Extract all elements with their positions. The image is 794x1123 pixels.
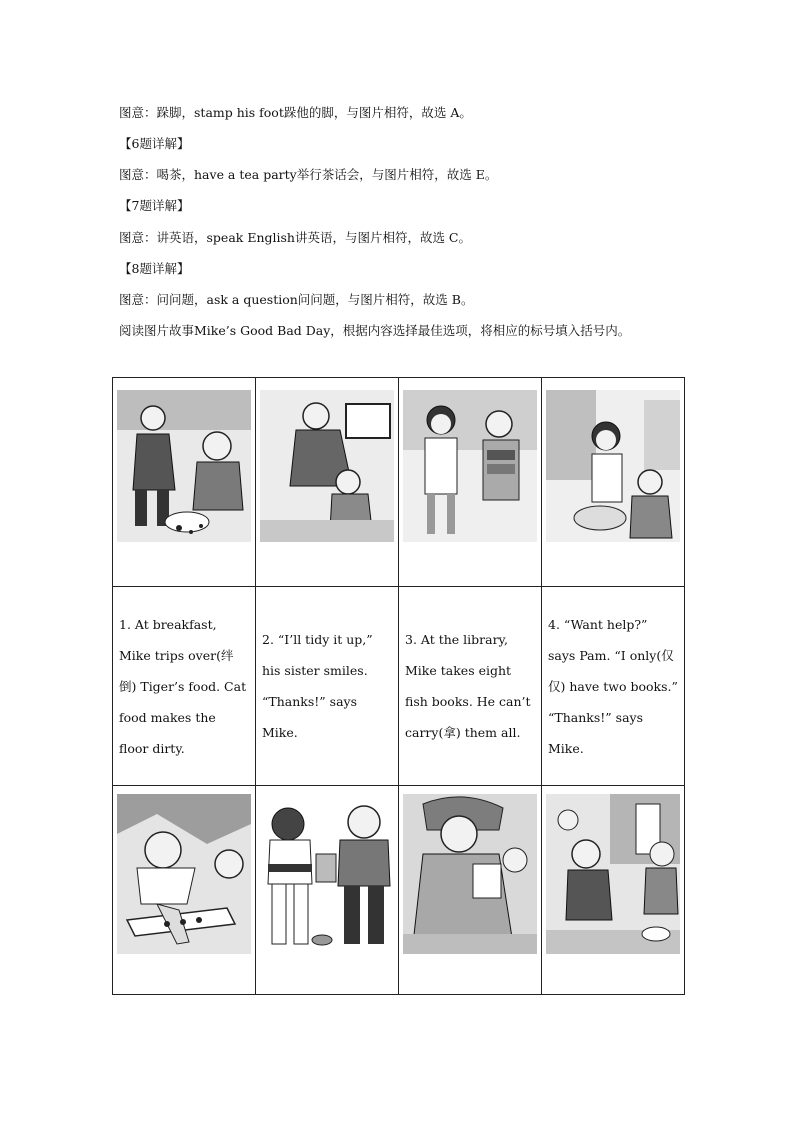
reading-together-illustration [403, 794, 537, 954]
pam-helps-illustration [546, 390, 680, 542]
text-line-4: 图意：问问题，ask a question问问题，与图片相符，故选 B。 [119, 292, 474, 307]
text-line-2: 图意：喝茶，have a tea party举行茶话会，与图片相符，故选 E。 [119, 167, 498, 182]
two-boys-illustration [260, 794, 394, 954]
story-text-3: 3. At the library, Mike takes eight fish books. He can’t carry(拿) them all. [405, 632, 531, 740]
story-cell-1 [113, 587, 256, 786]
heading-q6: 【6题详解】 [119, 136, 190, 151]
story-text-row [113, 587, 685, 786]
picture-cell-7 [399, 786, 542, 995]
story-text-1: 1. At breakfast, Mike trips over(绊倒) Tiger’s food. Cat food makes the floor dirty. [119, 616, 247, 756]
text-line-3: 图意：讲英语，speak English讲英语，与图片相符，故选 C。 [119, 230, 471, 245]
picture-cell-1 [113, 378, 256, 587]
picture-cell-8 [542, 786, 685, 995]
airplane-toy-illustration [117, 794, 251, 954]
home-hallway-illustration [546, 794, 680, 954]
heading-q7: 【7题详解】 [119, 198, 190, 213]
picture-cell-3 [399, 378, 542, 587]
picture-row-top [113, 378, 685, 587]
breakfast-illustration [117, 390, 251, 542]
story-cell-2 [256, 587, 399, 786]
picture-cell-5 [113, 786, 256, 995]
story-table [112, 377, 685, 995]
story-cell-4 [542, 587, 685, 786]
picture-cell-6 [256, 786, 399, 995]
story-text-2: 2. “I’ll tidy it up,” his sister smiles. “Thanks!” says Mike. [262, 632, 373, 740]
library-books-illustration [403, 390, 537, 542]
text-line-1: 图意：跺脚，stamp his foot跺他的脚，与图片相符，故选 A。 [119, 105, 472, 120]
sister-tidy-illustration [260, 390, 394, 542]
picture-cell-2 [256, 378, 399, 587]
picture-cell-4 [542, 378, 685, 587]
story-text-4: 4. “Want help?” says Pam. “I only(仅仅) have two books.” “Thanks!” says Mike. [548, 616, 678, 756]
picture-row-bottom [113, 786, 685, 995]
heading-q8: 【8题详解】 [119, 261, 190, 276]
instruction-line: 阅读图片故事Mike’s Good Bad Day，根据内容选择最佳选项，将相应的标号填入括号内。 [119, 323, 631, 338]
story-cell-3 [399, 587, 542, 786]
